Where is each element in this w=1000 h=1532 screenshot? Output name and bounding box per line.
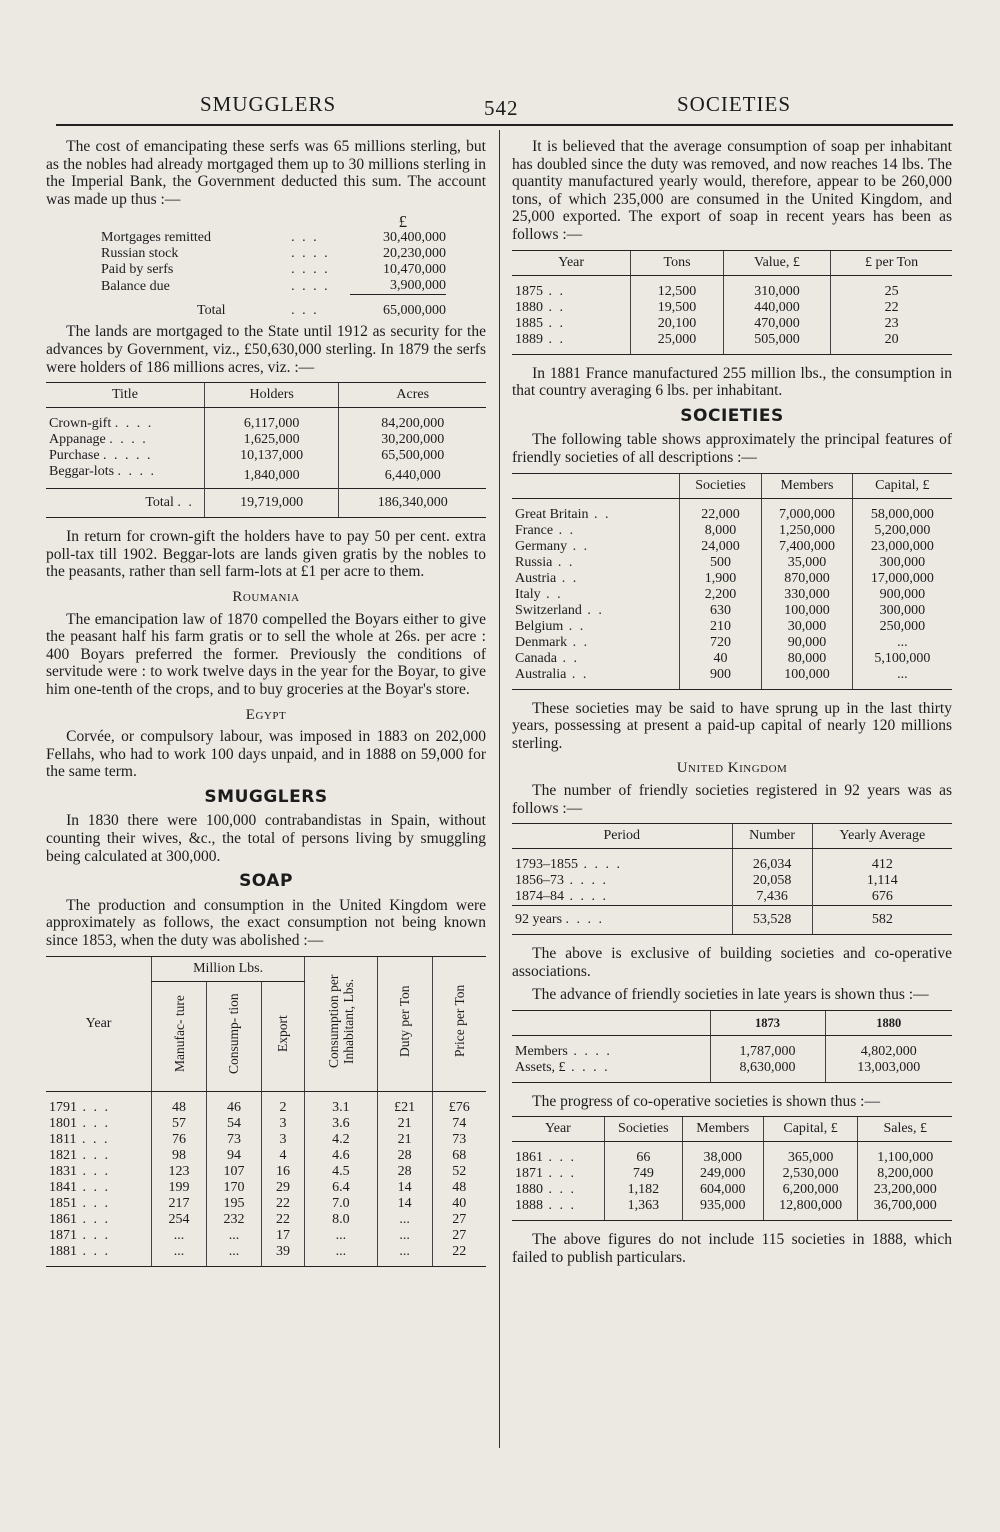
table-row	[512, 1198, 952, 1221]
table-cell: 27	[432, 1228, 486, 1244]
table-row	[512, 889, 952, 906]
table-row	[46, 1116, 486, 1132]
table-cell: 80,000	[762, 651, 852, 667]
table-cell: 7.0	[305, 1196, 378, 1212]
left-column	[46, 138, 486, 1277]
table-row	[512, 571, 952, 587]
table-cell: 630	[679, 603, 762, 619]
table-cell: 26,034	[732, 849, 812, 874]
table-row	[512, 587, 952, 603]
table-cell: 29	[261, 1180, 304, 1196]
table-cell: 4.6	[305, 1148, 378, 1164]
table-cell: ...	[377, 1244, 432, 1267]
paragraph: It is believed that the average consumption of soap per inhabitant has doubled since the duty was removed, and now reaches 14 lbs. The quantity manufactured yearly would, therefore, appear to be 260,000 tons, of which 235,000 are consumed in the United Kingdom, and 25,000 exported. The export of soap in recent years has been as follows :—	[512, 138, 952, 243]
table-cell: 412	[812, 849, 952, 874]
table-cell: 48	[432, 1180, 486, 1196]
row-label: 1861 . . .	[515, 1150, 576, 1166]
table-cell: ...	[207, 1228, 262, 1244]
table-cell: 7,000,000	[762, 498, 852, 523]
table-cell: ...	[305, 1244, 378, 1267]
serf-holdings-table: Title Holders Acres Crown-gift . . . . 6,117,000 84,200,000 Appanage . . . . 1,625,000 30,200,000 Purchase . . . . . 10,137,000 65,500,000 Beggar-lots . . . . 1,840,000 6,440,000 Total . . 19,719,000 186,340,000	[46, 382, 486, 518]
table-cell: 1,900	[679, 571, 762, 587]
table-cell: 4.2	[305, 1132, 378, 1148]
table-cell: 3.6	[305, 1116, 378, 1132]
table-row	[512, 1060, 952, 1083]
table-row	[512, 1166, 952, 1182]
row-label: 1801 . . .	[49, 1115, 110, 1131]
table-cell: 900	[679, 667, 762, 690]
row-label: Members . . . .	[515, 1043, 612, 1059]
section-heading-roumania: Roumania	[232, 588, 300, 605]
table-cell: 20,100	[631, 316, 723, 332]
table-cell: 123	[152, 1164, 207, 1180]
table-cell: 749	[604, 1166, 682, 1182]
table-cell: 58,000,000	[852, 498, 952, 523]
table-row: Balance due . . . . 3,900,000	[101, 278, 446, 294]
running-head-left: SMUGGLERS	[200, 92, 337, 116]
table-cell: 870,000	[762, 571, 852, 587]
table-cell: 22	[261, 1212, 304, 1228]
table-total-row: Total . . . 65,000,000	[101, 295, 446, 320]
registered-societies-table: Period Number Yearly Average 1793–1855 . . . . 26,034 412 1856–73 . . . . 20,058 1,114 1874–84 . . . . 7,436 676 92 years . . . . 53,528 582	[512, 823, 952, 935]
table-cell: 4,802,000	[825, 1035, 952, 1060]
table-cell: 74	[432, 1116, 486, 1132]
row-label: Austria . .	[515, 570, 579, 586]
table-row	[512, 619, 952, 635]
table-cell: 38,000	[682, 1142, 763, 1167]
table-row	[512, 603, 952, 619]
table-cell: 2,530,000	[763, 1166, 858, 1182]
table-cell: 28	[377, 1164, 432, 1180]
table-row	[512, 1035, 952, 1060]
table-cell: 199	[152, 1180, 207, 1196]
table-cell: 505,000	[723, 332, 830, 355]
row-label: 1885 . .	[515, 315, 565, 331]
table-cell: 27	[432, 1212, 486, 1228]
table-row	[512, 300, 952, 316]
table-cell: 98	[152, 1148, 207, 1164]
row-label: 1841 . . .	[49, 1179, 110, 1195]
table-row	[512, 332, 952, 355]
table-row	[46, 1091, 486, 1116]
column-divider	[499, 130, 500, 1448]
table-cell: 310,000	[723, 275, 830, 300]
paragraph: The advance of friendly societies in late years is shown thus :—	[532, 986, 929, 1004]
row-label: 1821 . . .	[49, 1147, 110, 1163]
row-label: Germany . .	[515, 538, 590, 554]
row-label: 1880 . .	[515, 299, 565, 315]
table-cell: 40	[679, 651, 762, 667]
row-label: 1880 . . .	[515, 1182, 576, 1198]
table-cell: 73	[432, 1132, 486, 1148]
table-cell: 20,058	[732, 873, 812, 889]
table-cell: £21	[377, 1091, 432, 1116]
table-row	[512, 651, 952, 667]
paragraph: The emancipation law of 1870 compelled the Boyars either to give the peasant half his farm gratis or to sell the whole at 26s. per acre : 400 Boyars preferred the former. Previously the conditions of servitude were : to work twelve days in the year for the Boyar, to give him one-tenth of the crops, and to buy groceries at the Boyar's store.	[46, 610, 486, 698]
table-cell: 2,200	[679, 587, 762, 603]
table-cell: 57	[152, 1116, 207, 1132]
table-cell: 39	[261, 1244, 304, 1267]
table-cell: 500	[679, 555, 762, 571]
table-cell: 40	[432, 1196, 486, 1212]
table-row	[512, 873, 952, 889]
table-cell: 720	[679, 635, 762, 651]
table-cell: 300,000	[852, 555, 952, 571]
table-total-row: Total . . 19,719,000 186,340,000	[46, 489, 486, 518]
table-cell: 94	[207, 1148, 262, 1164]
table-row	[46, 1196, 486, 1212]
row-label: 1888 . . .	[512, 1198, 604, 1221]
section-heading-societies: SOCIETIES	[680, 405, 784, 426]
row-label: 1889 . .	[512, 332, 631, 355]
table-cell: 1,100,000	[858, 1142, 952, 1167]
table-cell: 14	[377, 1196, 432, 1212]
table-cell: 249,000	[682, 1166, 763, 1182]
section-heading-egypt: Egypt	[245, 706, 287, 723]
table-row	[46, 1244, 486, 1267]
table-row	[512, 316, 952, 332]
table-row: Beggar-lots . . . . 1,840,000 6,440,000	[46, 464, 486, 489]
row-label: Canada . .	[515, 650, 579, 666]
table-row	[512, 667, 952, 690]
table-cell: 7,436	[732, 889, 812, 906]
right-column	[512, 138, 952, 1273]
table-cell: 107	[207, 1164, 262, 1180]
table-cell: ...	[207, 1244, 262, 1267]
header-rule	[56, 124, 953, 126]
table-row	[512, 523, 952, 539]
soap-production-table: Year Million Lbs. Consumption per Inhabitant, Lbs. Duty per Ton Price per Ton Manufac- ture Consump- tion Export 1791 . . . 48 46 2 3.1 £21 £76 1801 . . . 57 54 3 3.6 21 74 1811 . . . 76 73 3 4.2 21 73 1821 . . . 98 94 4 4.6 28 68 1831 . . . 123 107 16 4.5 28 52 1841 . . . 199 170 29 6.4 14 48 1851 . . . 217 195 22 7.0 14 40 1861 . . . 254 232 22 8.0 ... 27 1871 . . . ... ... 17 ... ... 27 1881 . . . ... ... 39 ... ... 22	[46, 956, 486, 1267]
table-cell: ...	[377, 1228, 432, 1244]
table-cell: 100,000	[762, 667, 852, 690]
table-cell: 36,700,000	[858, 1198, 952, 1221]
row-label: Australia . .	[512, 667, 679, 690]
running-head	[0, 92, 1000, 126]
table-cell: 8.0	[305, 1212, 378, 1228]
table-row	[46, 1228, 486, 1244]
table-row	[512, 555, 952, 571]
cooperative-societies-table: Year Societies Members Capital, £ Sales, £ 1861 . . . 66 38,000 365,000 1,100,000 1871 . . . 749 249,000 2,530,000 8,200,000 1880 . . . 1,182 604,000 6,200,000 23,200,000 1888 . . . 1,363 935,000 12,800,000 36,700,000	[512, 1116, 952, 1221]
table-row	[512, 275, 952, 300]
table-cell: 21	[377, 1116, 432, 1132]
page-number: 542	[484, 96, 519, 120]
table-row: Paid by serfs . . . . 10,470,000	[101, 262, 446, 278]
table-cell: 76	[152, 1132, 207, 1148]
table-cell: 30,000	[762, 619, 852, 635]
table-cell: 68	[432, 1148, 486, 1164]
table-cell: 676	[812, 889, 952, 906]
table-row	[512, 1182, 952, 1198]
table-cell: 6,200,000	[763, 1182, 858, 1198]
table-cell: 22,000	[679, 498, 762, 523]
row-label: Switzerland . .	[515, 602, 604, 618]
friendly-advance-table: 1873 1880 Members . . . . 1,787,000 4,802,000 Assets, £ . . . . 8,630,000 13,003,000	[512, 1010, 952, 1083]
paragraph: In 1830 there were 100,000 contrabandistas in Spain, without counting their wives, &c., the total of persons living by smuggling being calculated at 300,000.	[46, 812, 486, 865]
table-cell: 73	[207, 1132, 262, 1148]
row-label: 1874–84 . . . .	[515, 889, 608, 905]
row-label: Russia . .	[515, 554, 575, 570]
table-row	[46, 1164, 486, 1180]
table-cell: 4.5	[305, 1164, 378, 1180]
paragraph: These societies may be said to have sprung up in the last thirty years, possessing at present a paid-up capital of nearly 120 millions sterling.	[512, 699, 952, 752]
paragraph: The following table shows approximately the principal features of friendly societies of all descriptions :—	[512, 431, 952, 466]
table-cell: 5,200,000	[852, 523, 952, 539]
table-cell: 48	[152, 1091, 207, 1116]
row-label: 1875 . .	[515, 283, 565, 299]
table-cell: 22	[261, 1196, 304, 1212]
table-row: Mortgages remitted . . . 30,400,000	[101, 230, 446, 246]
table-cell: 52	[432, 1164, 486, 1180]
table-cell: 440,000	[723, 300, 830, 316]
soap-export-table: Year Tons Value, £ £ per Ton 1875 . . 12,500 310,000 25 1880 . . 19,500 440,000 22 1885 . . 20,100 470,000 23 1889 . . 25,000 505,000 20	[512, 250, 952, 355]
table-cell: 54	[207, 1116, 262, 1132]
row-label: Assets, £ . . . .	[512, 1060, 710, 1083]
table-cell: 22	[831, 300, 952, 316]
friendly-societies-table: Societies Members Capital, £ Great Britain . . 22,000 7,000,000 58,000,000 France . . 8,000 1,250,000 5,200,000 Germany . . 24,000 7,400,000 23,000,000 Russia . . 500 35,000 300,000 Austria . . 1,900 870,000 17,000,000 Italy . . 2,200 330,000 900,000 Switzerland . . 630 100,000 300,000 Belgium . . 210 30,000 250,000 Denmark . . 720 90,000 ... Canada . . 40 80,000 5,100,000 Australia . . 900 100,000 ...	[512, 473, 952, 690]
paragraph: In 1881 France manufactured 255 million lbs., the consumption in that country averaging 6 lbs. per inhabitant.	[512, 364, 952, 400]
row-label: 1871 . . .	[49, 1227, 110, 1243]
table-cell: 254	[152, 1212, 207, 1228]
row-label: 1851 . . .	[49, 1195, 110, 1211]
table-cell: 8,200,000	[858, 1166, 952, 1182]
table-cell: 23,000,000	[852, 539, 952, 555]
table-cell: 20	[831, 332, 952, 355]
table-cell: 604,000	[682, 1182, 763, 1198]
table-cell: 100,000	[762, 603, 852, 619]
table-cell: 300,000	[852, 603, 952, 619]
table-cell: 2	[261, 1091, 304, 1116]
paragraph: In return for crown-gift the holders have to pay 50 per cent. extra poll-tax till 1902. Beggar-lots are lands given gratis by the nobles to the peasants, rather than sell farm-lots at £1 per acre to them.	[46, 528, 486, 581]
row-label: 1811 . . .	[49, 1131, 110, 1147]
table-cell: 250,000	[852, 619, 952, 635]
table-cell: 3	[261, 1132, 304, 1148]
table-cell: 935,000	[682, 1198, 763, 1221]
table-row	[46, 1148, 486, 1164]
row-label: France . .	[515, 522, 576, 538]
table-cell: 5,100,000	[852, 651, 952, 667]
table-total-row: 92 years . . . . 53,528 582	[512, 906, 952, 935]
table-cell: 330,000	[762, 587, 852, 603]
table-cell: 1,114	[812, 873, 952, 889]
table-cell: 365,000	[763, 1142, 858, 1167]
paragraph: The above is exclusive of building societies and co-operative associations.	[512, 945, 952, 980]
currency-unit: £	[398, 212, 408, 232]
running-head-right: SOCIETIES	[677, 92, 791, 116]
section-heading-united-kingdom: United Kingdom	[676, 760, 788, 777]
table-row	[512, 849, 952, 874]
table-cell: 35,000	[762, 555, 852, 571]
table-cell: 66	[604, 1142, 682, 1167]
table-row: Crown-gift . . . . 6,117,000 84,200,000	[46, 408, 486, 433]
table-cell: 21	[377, 1132, 432, 1148]
section-heading-soap: SOAP	[239, 871, 293, 892]
paragraph: The lands are mortgaged to the State until 1912 as security for the advances by Government, viz., £50,630,000 sterling. In 1879 the serfs were holders of 186 millions acres, viz. :—	[46, 323, 486, 376]
table-cell: 195	[207, 1196, 262, 1212]
table-cell: 7,400,000	[762, 539, 852, 555]
table-cell: 8,630,000	[710, 1060, 825, 1083]
table-cell: 12,800,000	[763, 1198, 858, 1221]
table-cell: 217	[152, 1196, 207, 1212]
table-cell: 14	[377, 1180, 432, 1196]
table-row	[512, 635, 952, 651]
table-cell: 3	[261, 1116, 304, 1132]
table-row	[46, 1180, 486, 1196]
table-row	[512, 498, 952, 523]
row-label: Denmark . .	[515, 634, 590, 650]
row-label: 1791 . . .	[49, 1099, 110, 1115]
table-cell: 28	[377, 1148, 432, 1164]
table-cell: 6.4	[305, 1180, 378, 1196]
row-label: Italy . .	[515, 586, 563, 602]
emancipation-account-table	[101, 214, 446, 319]
table-cell: 1,363	[604, 1198, 682, 1221]
table-cell: ...	[852, 635, 952, 651]
table-row	[46, 1212, 486, 1228]
paragraph: Corvée, or compulsory labour, was imposed in 1883 on 202,000 Fellahs, who had to work 100 days unpaid, and in 1888 on 59,000 for the same term.	[46, 728, 486, 781]
row-label: Great Britain . .	[515, 506, 611, 522]
table-cell: 19,500	[631, 300, 723, 316]
paragraph: The above figures do not include 115 societies in 1888, which failed to publish particulars.	[512, 1231, 952, 1267]
paragraph: The cost of emancipating these serfs was 65 millions sterling, but as the nobles had already mortgaged them up to 30 millions sterling in the Imperial Bank, the Government deducted this sum. The account was made up thus :—	[46, 138, 486, 208]
table-cell: 1,250,000	[762, 523, 852, 539]
row-label: 1831 . . .	[49, 1163, 110, 1179]
row-label: 1793–1855 . . . .	[515, 857, 622, 873]
row-label: 1856–73 . . . .	[515, 873, 608, 889]
table-cell: 90,000	[762, 635, 852, 651]
table-cell: ...	[852, 667, 952, 690]
table-cell: 13,003,000	[825, 1060, 952, 1083]
table-cell: 210	[679, 619, 762, 635]
table-row	[46, 1132, 486, 1148]
paragraph: The production and consumption in the United Kingdom were approximately as follows, the exact consumption not being known since 1853, when the duty was abolished :—	[46, 896, 486, 950]
row-label: 1861 . . .	[49, 1211, 110, 1227]
table-row: Appanage . . . . 1,625,000 30,200,000	[46, 432, 486, 448]
table-cell: 232	[207, 1212, 262, 1228]
table-cell: 8,000	[679, 523, 762, 539]
section-heading-smugglers: SMUGGLERS	[204, 786, 328, 807]
table-cell: 1,182	[604, 1182, 682, 1198]
table-cell: 12,500	[631, 275, 723, 300]
row-label: Belgium . .	[515, 618, 586, 634]
table-cell: 24,000	[679, 539, 762, 555]
table-row	[512, 1142, 952, 1167]
table-cell: ...	[305, 1228, 378, 1244]
table-row	[512, 539, 952, 555]
table-cell: 4	[261, 1148, 304, 1164]
table-cell: 22	[432, 1244, 486, 1267]
table-cell: 470,000	[723, 316, 830, 332]
table-cell: ...	[377, 1212, 432, 1228]
paragraph: The number of friendly societies registered in 92 years was as follows :—	[512, 781, 952, 817]
row-label: 1881 . . .	[46, 1244, 152, 1267]
table-cell: 16	[261, 1164, 304, 1180]
table-cell: 46	[207, 1091, 262, 1116]
table-row: Purchase . . . . . 10,137,000 65,500,000	[46, 448, 486, 464]
table-cell: ...	[152, 1228, 207, 1244]
table-row: Russian stock . . . . 20,230,000	[101, 246, 446, 262]
table-cell: 17,000,000	[852, 571, 952, 587]
table-cell: 25	[831, 275, 952, 300]
table-cell: 17	[261, 1228, 304, 1244]
table-cell: 23	[831, 316, 952, 332]
paragraph: The progress of co-operative societies is shown thus :—	[532, 1092, 880, 1110]
table-cell: 1,787,000	[710, 1035, 825, 1060]
table-cell: 900,000	[852, 587, 952, 603]
row-label: 1871 . . .	[515, 1166, 576, 1182]
table-cell: £76	[432, 1091, 486, 1116]
table-cell: 23,200,000	[858, 1182, 952, 1198]
table-cell: ...	[152, 1244, 207, 1267]
table-cell: 3.1	[305, 1091, 378, 1116]
table-cell: 25,000	[631, 332, 723, 355]
table-cell: 170	[207, 1180, 262, 1196]
